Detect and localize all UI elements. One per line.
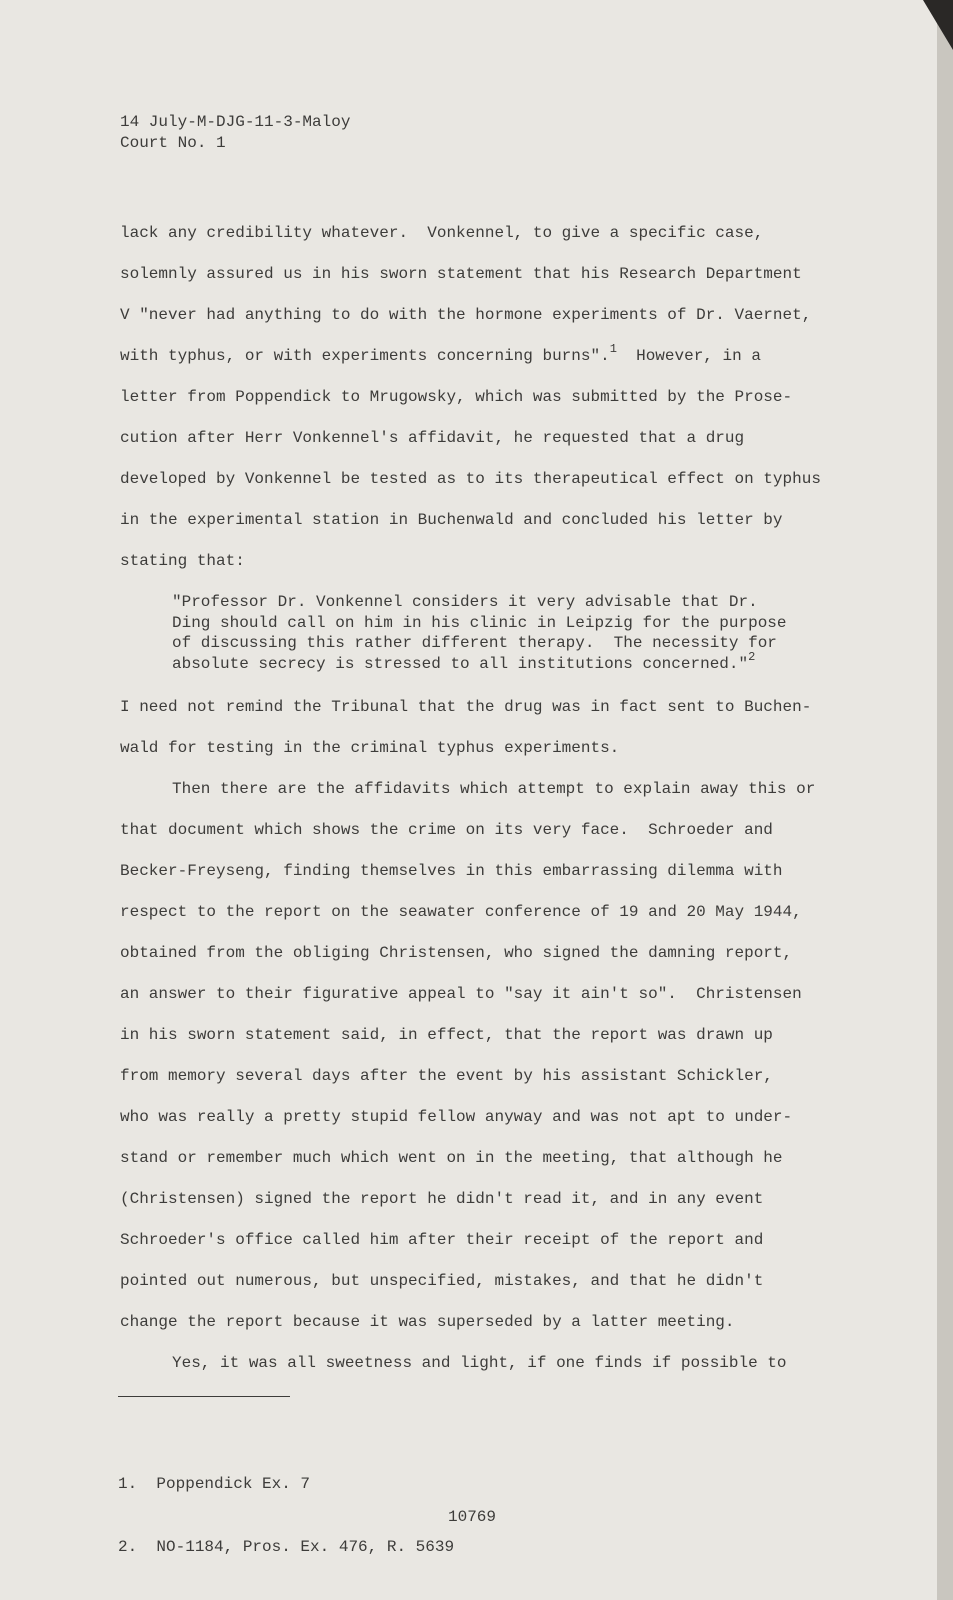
text-line: from memory several days after the event by his assistant Schickler, bbox=[120, 1067, 773, 1085]
folded-corner bbox=[923, 0, 953, 50]
block-quote bbox=[172, 592, 860, 674]
text-line: change the report because it was superseded by a latter meeting. bbox=[120, 1313, 735, 1331]
header-line-1: 14 July-M-DJG-11-3-Maloy bbox=[120, 113, 351, 131]
text-line: V "never had anything to do with the hormone experiments of Dr. Vaernet, bbox=[120, 306, 812, 324]
text-line: pointed out numerous, but unspecified, mistakes, and that he didn't bbox=[120, 1272, 764, 1290]
text-line: in his sworn statement said, in effect, that the report was drawn up bbox=[120, 1026, 773, 1044]
text-line bbox=[120, 336, 860, 377]
footnote-ref-2: 2 bbox=[748, 649, 756, 664]
paragraph-3 bbox=[120, 769, 860, 1343]
text-line: wald for testing in the criminal typhus experiments. bbox=[120, 739, 620, 757]
footnotes bbox=[118, 1432, 454, 1600]
header-line-2: Court No. 1 bbox=[120, 134, 226, 152]
paragraph-4 bbox=[120, 1343, 860, 1384]
text-line: Yes, it was all sweetness and light, if one finds if possible to bbox=[172, 1354, 787, 1372]
text-line: stating that: bbox=[120, 552, 245, 570]
text-line: Schroeder's office called him after their receipt of the report and bbox=[120, 1231, 764, 1249]
text-line: who was really a pretty stupid fellow anyway and was not apt to under- bbox=[120, 1108, 793, 1126]
text-line: that document which shows the crime on its very face. Schroeder and bbox=[120, 821, 773, 839]
footnote-1: 1. Poppendick Ex. 7 bbox=[118, 1475, 311, 1493]
quote-line bbox=[172, 649, 860, 675]
quote-line: "Professor Dr. Vonkennel considers it very advisable that Dr. bbox=[172, 593, 758, 611]
text-line: stand or remember much which went on in the meeting, that although he bbox=[120, 1149, 783, 1167]
document-header bbox=[120, 112, 350, 154]
quote-line: of discussing this rather different therapy. The necessity for bbox=[172, 634, 777, 652]
footnote-divider bbox=[118, 1396, 290, 1397]
quote-line-text: absolute secrecy is stressed to all institutions concerned." bbox=[172, 654, 749, 673]
text-line: (Christensen) signed the report he didn't read it, and in any event bbox=[120, 1190, 764, 1208]
footnote-ref-1: 1 bbox=[609, 342, 617, 356]
text-line: lack any credibility whatever. Vonkennel, to give a specific case, bbox=[120, 224, 764, 242]
text-line: cution after Herr Vonkennel's affidavit, he requested that a drug bbox=[120, 429, 745, 447]
text-line: obtained from the obliging Christensen, who signed the damning report, bbox=[120, 944, 793, 962]
body-text bbox=[120, 213, 860, 1384]
page-edge bbox=[937, 0, 953, 1600]
text-line: solemnly assured us in his sworn statement that his Research Department bbox=[120, 265, 802, 283]
text-line: letter from Poppendick to Mrugowsky, which was submitted by the Prose- bbox=[120, 388, 793, 406]
text-line: developed by Vonkennel be tested as to its therapeutical effect on typhus bbox=[120, 470, 821, 488]
paragraph-1 bbox=[120, 213, 860, 582]
page-number: 10769 bbox=[448, 1508, 497, 1526]
text-line-start: with typhus, or with experiments concerning burns". bbox=[120, 347, 610, 365]
text-line: Becker-Freyseng, finding themselves in this embarrassing dilemma with bbox=[120, 862, 783, 880]
text-line: respect to the report on the seawater conference of 19 and 20 May 1944, bbox=[120, 903, 802, 921]
text-line: I need not remind the Tribunal that the drug was in fact sent to Buchen- bbox=[120, 698, 812, 716]
text-line-end: However, in a bbox=[616, 347, 761, 365]
text-line: an answer to their figurative appeal to "say it ain't so". Christensen bbox=[120, 985, 802, 1003]
text-line: Then there are the affidavits which attempt to explain away this or bbox=[172, 780, 816, 798]
footnote-2: 2. NO-1184, Pros. Ex. 476, R. 5639 bbox=[118, 1538, 455, 1556]
text-line: in the experimental station in Buchenwald and concluded his letter by bbox=[120, 511, 783, 529]
quote-line: Ding should call on him in his clinic in Leipzig for the purpose bbox=[172, 613, 787, 632]
paragraph-2 bbox=[120, 687, 860, 769]
